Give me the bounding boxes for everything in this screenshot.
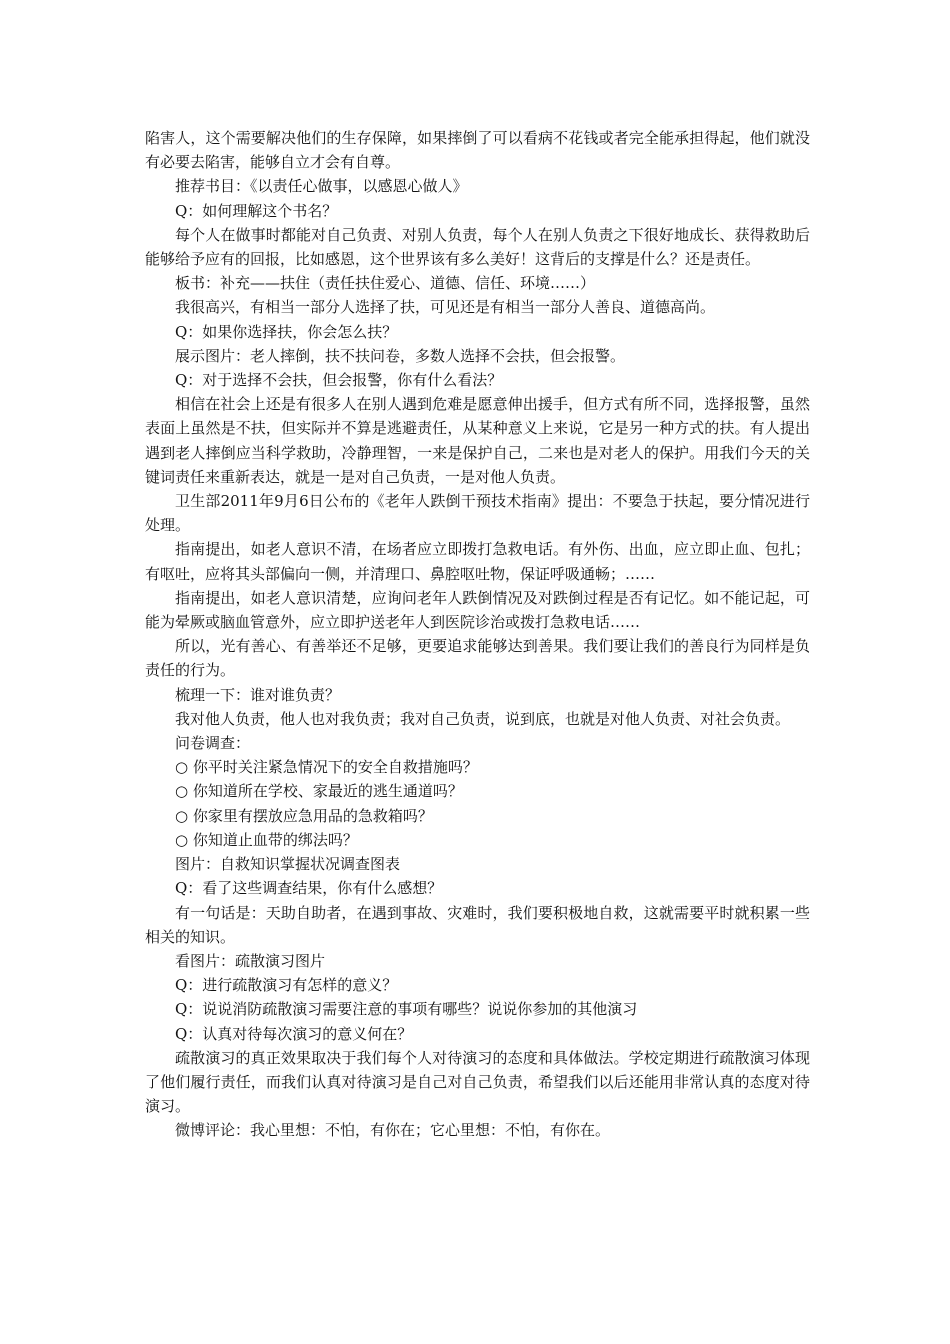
paragraph: Q：对于选择不会扶，但会报警，你有什么看法？ (175, 371, 503, 390)
paragraph: Q：如何理解这个书名？ (175, 201, 338, 220)
paragraph: 梳理一下：谁对谁负责？ (175, 685, 341, 704)
paragraph: 每个人在做事时都能对自己负责、对别人负责，每个人在别人负责之下很好地成长、获得救助后能够给予应有的回报，比如感恩，这个世界该有多么美好！这背后的支撑是什么？还是责任。 (145, 225, 810, 269)
paragraph: 看图片：疏散演习图片 (175, 951, 326, 970)
paragraph: Q：如果你选择扶，你会怎么扶？ (175, 322, 398, 341)
paragraph: 有一句话是：天助自助者，在遇到事故、灾难时，我们要积极地自救，这就需要平时就积累一些相关的知识。 (145, 903, 810, 946)
paragraph: 我很高兴，有相当一部分人选择了扶，可见还是有相当一部分人善良、道德高尚。 (175, 298, 716, 317)
paragraph: 指南提出，如老人意识不清，在场者应立即拨打急救电话。有外伤、出血，应立即止血、包扎；有呕吐，应将其头部偏向一侧，并清理口、鼻腔呕吐物，保证呼吸通畅；…… (145, 540, 810, 583)
paragraph: Q：说说消防疏散演习需要注意的事项有哪些？说说你参加的其他演习 (175, 1000, 638, 1019)
paragraph: Q：看了这些调查结果，你有什么感想？ (175, 879, 443, 898)
paragraph: ○ 你家里有摆放应急用品的急救箱吗？ (175, 806, 433, 825)
document-body (145, 126, 810, 1143)
paragraph: 陷害人，这个需要解决他们的生存保障，如果摔倒了可以看病不花钱或者完全能承担得起，他们就没有必要去陷害，能够自立才会有自尊。 (145, 129, 810, 172)
paragraph: 相信在社会上还是有很多人在别人遇到危难是愿意伸出援手，但方式有所不同，选择报警，虽然表面上虽然是不扶，但实际并不算是逃避责任，从某种意义上来说，它是另一种方式的扶。有人提出遇到老人摔倒应当科学救助，冷静理智，一来是保护自己，二来也是对老人的保护。用我们今天的关键词责任来重新表达，就是一是对自己负责，一是对他人负责。 (145, 395, 810, 486)
paragraph: 卫生部2011年9月6日公布的《老年人跌倒干预技术指南》提出：不要急于扶起，要分情况进行处理。 (145, 492, 810, 535)
paragraph: 疏散演习的真正效果取决于我们每个人对待演习的态度和具体做法。学校定期进行疏散演习体现了他们履行责任，而我们认真对待演习是自己对自己负责，希望我们以后还能用非常认真的态度对待演习。 (145, 1048, 810, 1116)
paragraph: ○ 你知道止血带的绑法吗？ (175, 830, 358, 849)
paragraph: ○ 你平时关注紧急情况下的安全自救措施吗？ (175, 758, 478, 777)
paragraph: 展示图片：老人摔倒，扶不扶问卷，多数人选择不会扶，但会报警。 (175, 346, 626, 365)
paragraph: 问卷调查： (175, 734, 251, 753)
paragraph: Q：进行疏散演习有怎样的意义？ (175, 976, 398, 995)
paragraph: 微博评论：我心里想：不怕，有你在；它心里想：不怕，有你在。 (175, 1121, 611, 1140)
paragraph: 图片：自救知识掌握状况调查图表 (175, 855, 401, 874)
paragraph: 推荐书目：《以责任心做事，以感恩心做人》 (175, 177, 468, 196)
paragraph: ○ 你知道所在学校、家最近的逃生通道吗？ (175, 782, 463, 801)
paragraph: 板书：补充——扶住（责任扶住爱心、道德、信任、环境……） (175, 274, 596, 293)
paragraph: 我对他人负责，他人也对我负责；我对自己负责，说到底，也就是对他人负责、对社会负责。 (175, 709, 791, 728)
paragraph: 所以，光有善心、有善举还不足够，更要追求能够达到善果。我们要让我们的善良行为同样是负责任的行为。 (145, 637, 810, 680)
paragraph: Q：认真对待每次演习的意义何在？ (175, 1024, 413, 1043)
paragraph: 指南提出，如老人意识清楚，应询问老年人跌倒情况及对跌倒过程是否有记忆。如不能记起，可能为晕厥或脑血管意外，应立即护送老年人到医院诊治或拨打急救电话…… (145, 588, 810, 632)
